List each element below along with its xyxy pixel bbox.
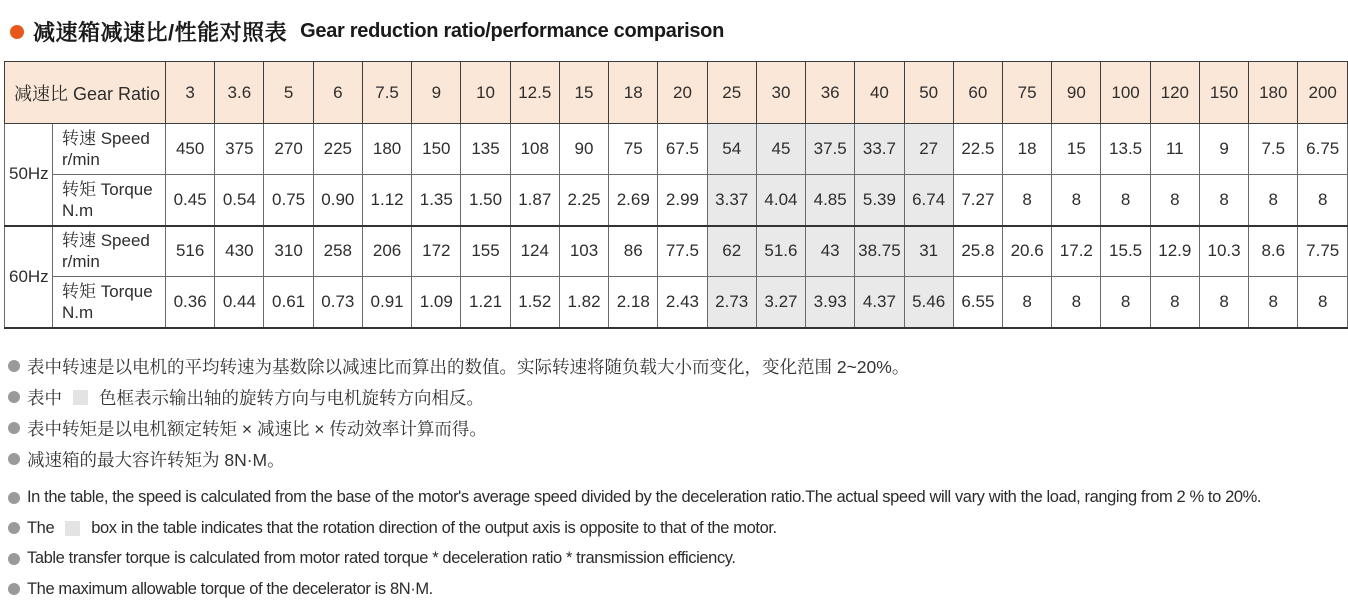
notes-english [8, 483, 1346, 605]
note-text: Table transfer torque is calculated from motor rated torque * deceleration ratio * transmission efficiency. [27, 549, 736, 568]
note-line [8, 413, 1346, 444]
ratio-header-cell: 50 [904, 62, 953, 124]
50hz-speed-row [5, 124, 1348, 175]
torque-value-cell: 8 [1249, 277, 1298, 328]
torque-value-cell: 0.90 [313, 175, 362, 226]
speed-value-cell: 124 [510, 226, 559, 277]
speed-value-cell: 135 [461, 124, 510, 175]
torque-value-cell: 1.52 [510, 277, 559, 328]
ratio-header-cell: 90 [1052, 62, 1101, 124]
note-text: The [27, 518, 55, 537]
torque-value-cell: 5.39 [855, 175, 904, 226]
torque-value-cell: 2.43 [658, 277, 707, 328]
60hz-speed-row [5, 226, 1348, 277]
speed-value-cell: 450 [166, 124, 215, 175]
speed-value-cell: 18 [1003, 124, 1052, 175]
torque-value-cell: 8 [1003, 175, 1052, 226]
torque-value-cell: 8 [1298, 175, 1348, 226]
torque-value-cell: 4.37 [855, 277, 904, 328]
ratio-header-cell: 3.6 [215, 62, 264, 124]
ratio-header-cell: 40 [855, 62, 904, 124]
ratio-header-cell: 10 [461, 62, 510, 124]
ratio-header-cell: 3 [166, 62, 215, 124]
speed-value-cell: 172 [412, 226, 461, 277]
speed-value-cell: 375 [215, 124, 264, 175]
note-bullet-icon [8, 492, 20, 504]
speed-row-label: 转速 Speed r/min [53, 124, 166, 175]
ratio-header-cell: 7.5 [362, 62, 411, 124]
torque-value-cell: 1.09 [412, 277, 461, 328]
speed-value-cell: 20.6 [1003, 226, 1052, 277]
speed-value-cell: 38.75 [855, 226, 904, 277]
ratio-header-cell: 25 [707, 62, 756, 124]
note-bullet-icon [8, 583, 20, 595]
speed-value-cell: 310 [264, 226, 313, 277]
ratio-header-cell: 60 [953, 62, 1002, 124]
speed-value-cell: 12.9 [1150, 226, 1199, 277]
ratio-header-cell: 18 [609, 62, 658, 124]
torque-value-cell: 8 [1003, 277, 1052, 328]
speed-value-cell: 51.6 [756, 226, 805, 277]
torque-value-cell: 8 [1052, 175, 1101, 226]
note-bullet-icon [8, 360, 20, 372]
torque-value-cell: 4.04 [756, 175, 805, 226]
60hz-torque-row [5, 277, 1348, 328]
ratio-header-cell: 36 [806, 62, 855, 124]
torque-value-cell: 5.46 [904, 277, 953, 328]
speed-value-cell: 15.5 [1101, 226, 1150, 277]
note-line [8, 444, 1346, 475]
speed-value-cell: 90 [559, 124, 608, 175]
torque-value-cell: 2.73 [707, 277, 756, 328]
ratio-header-cell: 15 [559, 62, 608, 124]
torque-value-cell: 1.12 [362, 175, 411, 226]
speed-value-cell: 10.3 [1199, 226, 1248, 277]
speed-value-cell: 43 [806, 226, 855, 277]
torque-value-cell: 6.55 [953, 277, 1002, 328]
note-line [8, 544, 1346, 575]
speed-value-cell: 108 [510, 124, 559, 175]
speed-value-cell: 7.75 [1298, 226, 1348, 277]
ratio-header-cell: 12.5 [510, 62, 559, 124]
speed-value-cell: 11 [1150, 124, 1199, 175]
torque-value-cell: 0.61 [264, 277, 313, 328]
speed-row-label: 转速 Speed r/min [53, 226, 166, 277]
speed-value-cell: 22.5 [953, 124, 1002, 175]
torque-value-cell: 7.27 [953, 175, 1002, 226]
note-bullet-icon [8, 522, 20, 534]
ratio-header-cell: 75 [1003, 62, 1052, 124]
note-bullet-icon [8, 391, 20, 403]
speed-value-cell: 45 [756, 124, 805, 175]
torque-value-cell: 8 [1150, 175, 1199, 226]
note-line [8, 483, 1346, 514]
torque-value-cell: 2.18 [609, 277, 658, 328]
torque-value-cell: 8 [1249, 175, 1298, 226]
speed-value-cell: 37.5 [806, 124, 855, 175]
torque-value-cell: 3.27 [756, 277, 805, 328]
ratio-header-cell: 100 [1101, 62, 1150, 124]
ratio-header-cell: 5 [264, 62, 313, 124]
torque-value-cell: 1.50 [461, 175, 510, 226]
torque-value-cell: 0.54 [215, 175, 264, 226]
note-line [8, 382, 1346, 413]
ratio-header-label: 减速比 Gear Ratio [5, 62, 166, 124]
torque-value-cell: 8 [1150, 277, 1199, 328]
speed-value-cell: 206 [362, 226, 411, 277]
torque-value-cell: 8 [1052, 277, 1101, 328]
torque-value-cell: 3.93 [806, 277, 855, 328]
speed-value-cell: 33.7 [855, 124, 904, 175]
torque-value-cell: 2.69 [609, 175, 658, 226]
speed-value-cell: 7.5 [1249, 124, 1298, 175]
ratio-header-row [5, 62, 1348, 124]
speed-value-cell: 8.6 [1249, 226, 1298, 277]
torque-value-cell: 2.25 [559, 175, 608, 226]
speed-value-cell: 54 [707, 124, 756, 175]
torque-value-cell: 8 [1298, 277, 1348, 328]
torque-value-cell: 6.74 [904, 175, 953, 226]
speed-value-cell: 6.75 [1298, 124, 1348, 175]
torque-value-cell: 1.82 [559, 277, 608, 328]
speed-value-cell: 155 [461, 226, 510, 277]
speed-value-cell: 180 [362, 124, 411, 175]
speed-value-cell: 86 [609, 226, 658, 277]
ratio-header-cell: 120 [1150, 62, 1199, 124]
ratio-header-cell: 150 [1199, 62, 1248, 124]
torque-value-cell: 1.35 [412, 175, 461, 226]
gear-ratio-performance-table [4, 61, 1348, 329]
torque-value-cell: 0.45 [166, 175, 215, 226]
torque-value-cell: 0.75 [264, 175, 313, 226]
torque-value-cell: 0.44 [215, 277, 264, 328]
ratio-header-cell: 20 [658, 62, 707, 124]
page-title [2, 10, 1346, 55]
ratio-header-cell: 200 [1298, 62, 1348, 124]
speed-value-cell: 270 [264, 124, 313, 175]
gray-box-swatch-icon [65, 521, 80, 536]
torque-value-cell: 2.99 [658, 175, 707, 226]
speed-value-cell: 150 [412, 124, 461, 175]
ratio-header-cell: 180 [1249, 62, 1298, 124]
page-title-cn: 减速箱减速比/性能对照表 [33, 20, 288, 45]
speed-value-cell: 430 [215, 226, 264, 277]
note-bullet-icon [8, 553, 20, 565]
note-line [8, 574, 1346, 605]
speed-value-cell: 67.5 [658, 124, 707, 175]
note-text: box in the table indicates that the rotation direction of the output axis is opposite to that of the motor. [91, 518, 777, 537]
torque-value-cell: 4.85 [806, 175, 855, 226]
speed-value-cell: 15 [1052, 124, 1101, 175]
speed-value-cell: 9 [1199, 124, 1248, 175]
orange-bullet-icon [10, 25, 24, 39]
speed-value-cell: 13.5 [1101, 124, 1150, 175]
ratio-header-cell: 9 [412, 62, 461, 124]
speed-value-cell: 31 [904, 226, 953, 277]
torque-value-cell: 0.73 [313, 277, 362, 328]
notes-chinese [8, 351, 1346, 475]
torque-value-cell: 8 [1101, 175, 1150, 226]
torque-value-cell: 8 [1101, 277, 1150, 328]
page-title-en: Gear reduction ratio/performance comparison [300, 20, 725, 42]
note-text: 表中转速是以电机的平均转速为基数除以减速比而算出的数值。实际转速将随负载大小而变化，变化范围 2~20%。 [27, 356, 910, 377]
note-line [8, 513, 1346, 544]
speed-value-cell: 25.8 [953, 226, 1002, 277]
speed-value-cell: 225 [313, 124, 362, 175]
torque-value-cell: 1.87 [510, 175, 559, 226]
50hz-torque-row [5, 175, 1348, 226]
note-line [8, 351, 1346, 382]
torque-value-cell: 0.36 [166, 277, 215, 328]
frequency-cell: 50Hz [5, 124, 53, 226]
note-text: 表中 [27, 387, 62, 408]
torque-value-cell: 8 [1199, 277, 1248, 328]
speed-value-cell: 17.2 [1052, 226, 1101, 277]
torque-value-cell: 8 [1199, 175, 1248, 226]
torque-row-label: 转矩 Torque N.m [53, 277, 166, 328]
speed-value-cell: 516 [166, 226, 215, 277]
ratio-header-cell: 30 [756, 62, 805, 124]
notes-section [8, 351, 1346, 605]
torque-row-label: 转矩 Torque N.m [53, 175, 166, 226]
note-text: 表中转矩是以电机额定转矩 × 减速比 × 传动效率计算而得。 [27, 418, 487, 439]
note-text: 色框表示输出轴的旋转方向与电机旋转方向相反。 [99, 387, 484, 408]
speed-value-cell: 75 [609, 124, 658, 175]
speed-value-cell: 77.5 [658, 226, 707, 277]
torque-value-cell: 1.21 [461, 277, 510, 328]
note-text: In the table, the speed is calculated from the base of the motor's average speed divided by the deceleration ratio.The actual speed will vary with the load, ranging from 2 % to 20%. [27, 488, 1262, 507]
note-text: The maximum allowable torque of the decelerator is 8N·M. [27, 579, 433, 598]
torque-value-cell: 3.37 [707, 175, 756, 226]
speed-value-cell: 27 [904, 124, 953, 175]
note-bullet-icon [8, 453, 20, 465]
speed-value-cell: 103 [559, 226, 608, 277]
speed-value-cell: 62 [707, 226, 756, 277]
ratio-header-cell: 6 [313, 62, 362, 124]
torque-value-cell: 0.91 [362, 277, 411, 328]
speed-value-cell: 258 [313, 226, 362, 277]
note-text: 减速箱的最大容许转矩为 8N·M。 [27, 449, 285, 470]
note-bullet-icon [8, 422, 20, 434]
frequency-cell: 60Hz [5, 226, 53, 328]
gray-box-swatch-icon [73, 390, 88, 405]
